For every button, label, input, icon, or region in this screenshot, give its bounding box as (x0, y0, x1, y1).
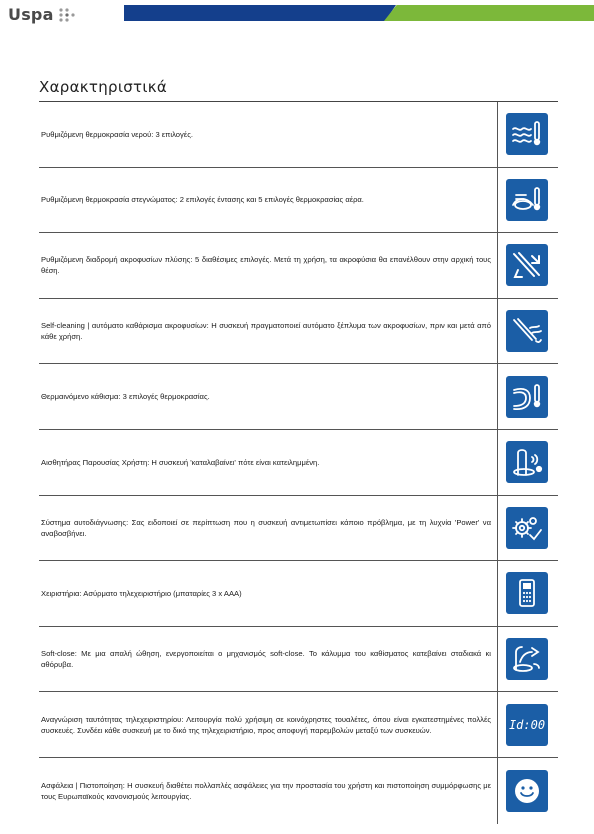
feature-text: Soft-close: Με μια απαλή ώθηση, ενεργοποιείται ο μηχανισμός soft-close. Το κάλυμμα του καθίσματος κατεβαίνει σταδιακά κι αθόρυβα. (41, 649, 491, 670)
soft-close-icon (506, 638, 548, 680)
heated-seat-icon (506, 376, 548, 418)
logo-text: Uspa (8, 5, 54, 24)
feature-row (39, 299, 558, 365)
feature-row (39, 233, 558, 299)
safety-smiley-icon (506, 770, 548, 812)
feature-row (39, 430, 558, 496)
feature-row (39, 102, 558, 168)
logo-dots-icon (58, 7, 78, 23)
column-divider (497, 561, 498, 626)
remote-id-label: Id:00 (508, 717, 546, 732)
feature-row (39, 758, 558, 824)
column-divider (497, 758, 498, 824)
self-diagnosis-icon (506, 507, 548, 549)
feature-row (39, 496, 558, 562)
feature-row (39, 692, 558, 758)
column-divider (497, 168, 498, 233)
column-divider (497, 430, 498, 495)
dryer-temperature-icon (506, 179, 548, 221)
remote-id-icon (506, 704, 548, 746)
feature-text: Self-cleaning | αυτόματο καθάρισμα ακροφυσίων: Η συσκευή πραγματοποιεί αυτόματο ξέπλυμα των ακροφυσίων, πριν και μετά από κάθε χρήση. (41, 321, 491, 342)
header-green-band (384, 5, 594, 21)
feature-text: Χειριστήρια: Ασύρματο τηλεχειριστήριο (μπαταρίες 3 x AAA) (41, 588, 242, 598)
column-divider (497, 233, 498, 298)
self-cleaning-icon (506, 310, 548, 352)
nozzle-position-icon (506, 244, 548, 286)
column-divider (497, 496, 498, 561)
header-blue-band (124, 5, 396, 21)
feature-row (39, 561, 558, 627)
feature-text: Ασφάλεια | Πιστοποίηση: Η συσκευή διαθέτει πολλαπλές ασφάλειες για την προστασία του χρήστη και πιστοποίηση συμμόρφωσης με τους Ευρωπαϊκούς κανονισμούς λειτουργίας. (41, 780, 491, 801)
feature-row (39, 168, 558, 234)
water-temperature-icon (506, 113, 548, 155)
feature-text: Αναγνώριση ταυτότητας τηλεχειριστηρίου: Λειτουργία πολύ χρήσιμη σε κοινόχρηστες τουαλέτες, όπου είναι εγκατεστημένες πολλές συσκευές. Συνδέει κάθε συσκευή με το δικό της τηλεχειριστήριο, προς αποφυγή παρεμβολών μεταξύ των συσκευών. (41, 714, 491, 735)
feature-text: Ρυθμιζόμενη θερμοκρασία νερού: 3 επιλογές. (41, 129, 193, 139)
column-divider (497, 364, 498, 429)
feature-text: Σύστημα αυτοδιάγνωσης: Σας ειδοποιεί σε περίπτωση που η συσκευή αντιμετωπίσει κάποιο πρόβλημα, με τη λυχνία 'Power' να αναβοσβήνει. (41, 517, 491, 538)
column-divider (497, 102, 498, 167)
remote-control-icon (506, 572, 548, 614)
presence-sensor-icon (506, 441, 548, 483)
feature-text: Ρυθμιζόμενη θερμοκρασία στεγνώματος: 2 επιλογές έντασης και 5 επιλογές θερμοκρασίας αέρα. (41, 195, 364, 205)
feature-row (39, 364, 558, 430)
page-header (0, 0, 594, 30)
feature-text: Αισθητήρας Παρουσίας Χρήστη: Η συσκευή 'καταλαβαίνει' πότε είναι κατειλημμένη. (41, 457, 320, 467)
column-divider (497, 299, 498, 364)
feature-text: Ρυθμιζόμενη διαδρομή ακροφυσίων πλύσης: 5 διαθέσιμες επιλογές. Μετά τη χρήση, τα ακροφύσια θα επανέλθουν στην αρχική τους θέση. (41, 255, 491, 276)
column-divider (497, 627, 498, 692)
features-table (39, 102, 558, 824)
column-divider (497, 692, 498, 757)
feature-row (39, 627, 558, 693)
uspa-logo (8, 5, 78, 24)
feature-text: Θερμαινόμενο κάθισμα: 3 επιλογές θερμοκρασίας. (41, 392, 210, 402)
page-title: Χαρακτηριστικά (39, 78, 168, 96)
